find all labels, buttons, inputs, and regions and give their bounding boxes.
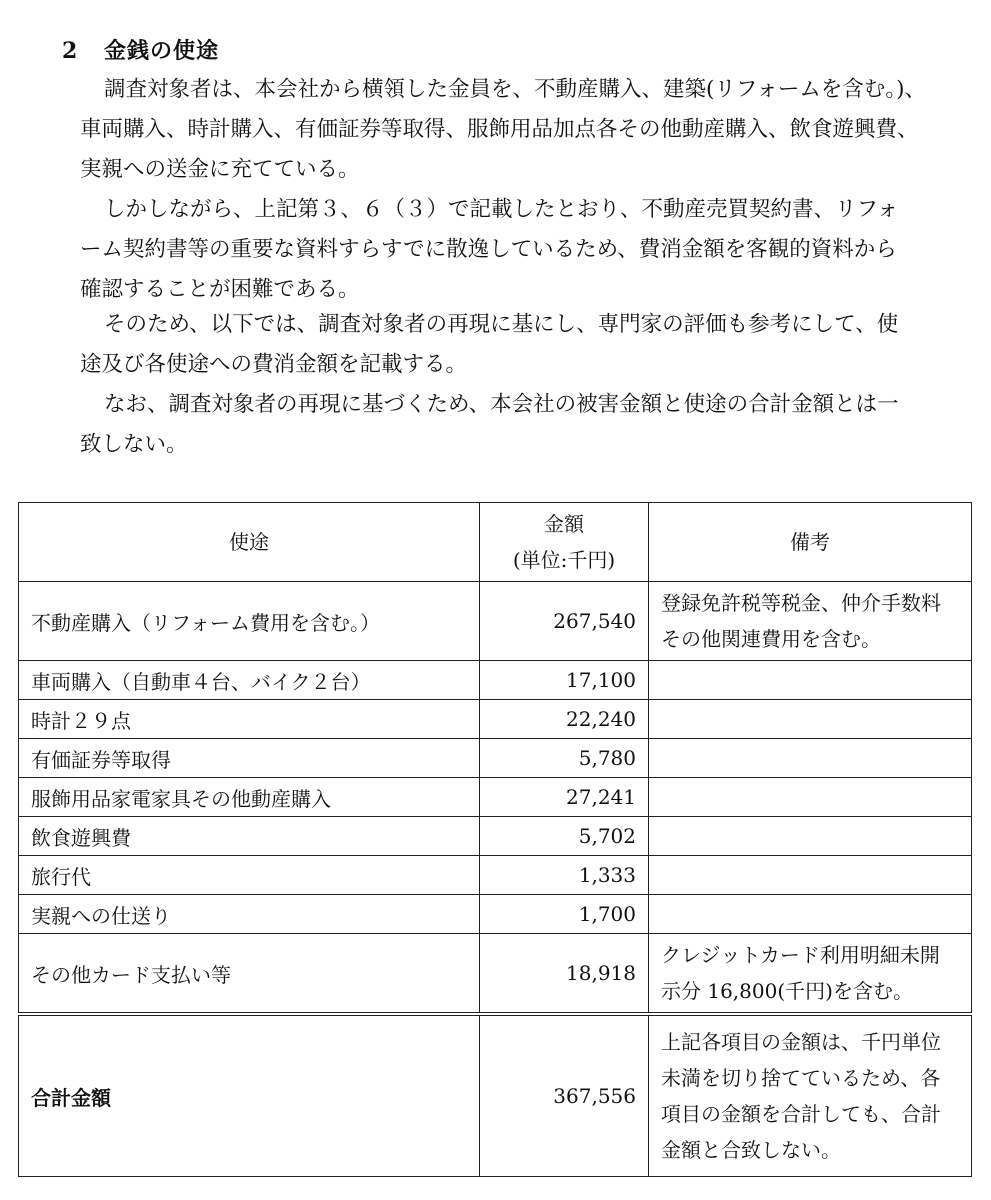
cell-use: 有価証券等取得 — [19, 739, 480, 778]
text-line: なお、調査対象者の再現に基づくため、本会社の被害金額と使途の合計金額とは一 — [104, 392, 899, 417]
text-line: ーム契約書等の重要な資料すらすでに散逸しているため、費消金額を客観的資料から — [80, 237, 897, 262]
cell-note — [649, 817, 972, 856]
text-line: そのため、以下では、調査対象者の再現に基にし、専門家の評価も参考にして、使 — [104, 312, 899, 337]
cell-amount: 17,100 — [480, 661, 649, 700]
table-row — [19, 739, 972, 778]
table-row — [19, 661, 972, 700]
cell-amount: 18,918 — [480, 934, 649, 1015]
text-line: 車両購入、時計購入、有価証券等取得、服飾用品加点各その他動産購入、飲食遊興費、 — [80, 117, 919, 142]
cell-note — [649, 895, 972, 934]
paragraph-4 — [80, 385, 970, 465]
header-amount — [480, 503, 649, 582]
total-row — [19, 1014, 972, 1177]
total-note: 上記各項目の金額は、千円単位未満を切り捨てているため、各項目の金額を合計しても、合計金額と合致しない。 — [649, 1014, 972, 1177]
section-heading — [62, 34, 219, 65]
header-amount-unit: (単位:千円) — [512, 548, 616, 572]
cell-use: 車両購入（自動車４台、バイク２台） — [19, 661, 480, 700]
table-row — [19, 856, 972, 895]
cell-note — [649, 661, 972, 700]
cell-note — [649, 739, 972, 778]
cell-amount: 1,333 — [480, 856, 649, 895]
cell-amount: 5,702 — [480, 817, 649, 856]
cell-note — [649, 778, 972, 817]
cell-amount: 1,700 — [480, 895, 649, 934]
table-row — [19, 778, 972, 817]
cell-amount: 267,540 — [480, 582, 649, 661]
paragraph-3 — [80, 305, 970, 385]
cell-use: 服飾用品家電家具その他動産購入 — [19, 778, 480, 817]
table-header-row — [19, 503, 972, 582]
header-note: 備考 — [649, 503, 972, 582]
cell-note: 登録免許税等税金、仲介手数料その他関連費用を含む。 — [649, 582, 972, 661]
paragraph-1 — [80, 70, 970, 190]
expense-table — [18, 502, 972, 1177]
paragraph-2 — [80, 190, 970, 310]
cell-use: 時計２９点 — [19, 700, 480, 739]
cell-note: クレジットカード利用明細未開示分 16,800(千円)を含む。 — [649, 934, 972, 1015]
cell-amount: 22,240 — [480, 700, 649, 739]
section-number: 2 — [62, 38, 79, 64]
header-use: 使途 — [19, 503, 480, 582]
cell-amount: 27,241 — [480, 778, 649, 817]
table-row — [19, 582, 972, 661]
cell-note — [649, 700, 972, 739]
table-row — [19, 934, 972, 1015]
cell-use: 実親への仕送り — [19, 895, 480, 934]
table-row — [19, 700, 972, 739]
cell-use: 飲食遊興費 — [19, 817, 480, 856]
table-row — [19, 895, 972, 934]
text-line: 実親への送金に充てている。 — [80, 157, 360, 182]
total-amount: 367,556 — [480, 1014, 649, 1177]
total-label: 合計金額 — [19, 1014, 480, 1177]
cell-use: その他カード支払い等 — [19, 934, 480, 1015]
text-line: 致しない。 — [80, 432, 188, 457]
text-line: 確認することが困難である。 — [80, 277, 360, 302]
cell-note — [649, 856, 972, 895]
cell-use: 不動産購入（リフォーム費用を含む。） — [19, 582, 480, 661]
cell-amount: 5,780 — [480, 739, 649, 778]
header-amount-label: 金額 — [544, 512, 584, 536]
cell-use: 旅行代 — [19, 856, 480, 895]
text-line: 調査対象者は、本会社から横領した金員を、不動産購入、建築(リフォームを含む。)、 — [104, 77, 926, 102]
text-line: 途及び各使途への費消金額を記載する。 — [80, 352, 468, 377]
table-row — [19, 817, 972, 856]
section-title: 金銭の使途 — [104, 38, 220, 64]
text-line: しかしながら、上記第３、６（３）で記載したとおり、不動産売買契約書、リフォ — [104, 197, 899, 222]
